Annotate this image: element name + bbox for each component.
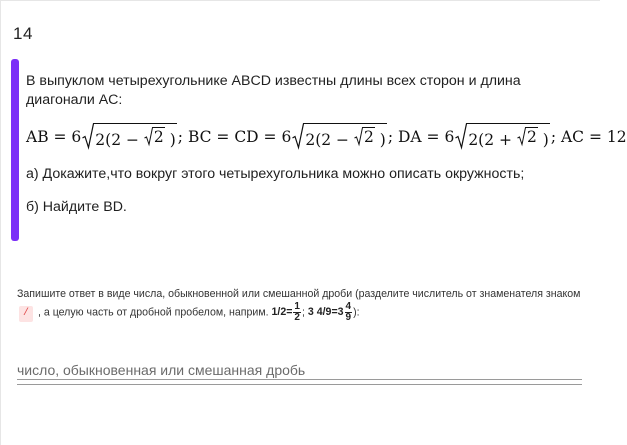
formula-ab-sqrt	[82, 123, 177, 150]
formula-da-radicand: 2(2 +	[468, 131, 512, 149]
accent-bar	[11, 59, 19, 241]
formula-da-inner-value: 2	[526, 128, 537, 146]
formula-da-inner-sqrt	[517, 127, 538, 145]
hint-text-middle: , а целую часть от дробной пробелом, наприм.	[37, 306, 269, 319]
formula-bc-radicand: 2(2 −	[305, 131, 350, 149]
formula-ab-label: AB = 6	[26, 127, 82, 146]
task-condition: В выпуклом четырехугольнике ABCD известны длины всех сторон и длина диагонали AC:	[26, 73, 521, 108]
task-number: 14	[13, 24, 33, 43]
formula-bc-sqrt	[292, 123, 387, 150]
formula-ab-inner-sqrt	[144, 127, 165, 145]
slash-badge: /	[19, 306, 33, 322]
formula-da-close: )	[542, 131, 549, 149]
radical-icon	[517, 127, 526, 145]
radical-icon	[292, 123, 304, 149]
formula-ab-inner-value: 2	[153, 128, 164, 146]
formula-ab-close: )	[169, 131, 176, 149]
task-part-a: а) Докажите,что вокруг этого четырехугольника можно описать окружность;	[26, 166, 525, 182]
example-mixed-fraction	[345, 302, 353, 323]
fraction-denominator: 2	[294, 312, 300, 323]
answer-underline	[17, 379, 582, 380]
radical-icon	[455, 123, 467, 149]
example-half-lhs: 1/2=	[271, 306, 293, 319]
radical-icon	[144, 127, 153, 145]
formula-da-label: ; DA = 6	[387, 127, 455, 146]
hint-text-before: Запишите ответ в виде числа, обыкновенной или смешанной дроби (разделите числитель от знаменателя знаком	[17, 288, 581, 300]
answer-underline-secondary	[17, 384, 582, 385]
formula-ac-label: ; AC = 12	[550, 127, 627, 146]
radical-icon	[82, 123, 94, 149]
example-half	[271, 301, 302, 323]
formula-bc-inner-value: 2	[363, 128, 374, 146]
example-half-fraction	[293, 302, 301, 323]
fraction-numerator: 4	[345, 301, 352, 312]
formula-bc-inner-sqrt	[354, 127, 375, 145]
hint-text-end: ):	[353, 306, 360, 319]
example-mixed	[307, 301, 353, 323]
radical-icon	[354, 127, 363, 145]
task-part-b: б) Найдите BD.	[26, 199, 127, 215]
answer-format-hint	[17, 286, 587, 323]
formula-da-sqrt	[455, 123, 550, 150]
condition-formula	[26, 123, 627, 150]
fraction-numerator: 1	[294, 301, 300, 312]
example-mixed-lhs: 3 4/9=3	[307, 306, 344, 319]
formula-bc-close: )	[379, 131, 386, 149]
formula-ab-radicand: 2(2 −	[95, 131, 139, 149]
hint-separator: ;	[301, 306, 305, 319]
fraction-denominator: 9	[345, 312, 352, 323]
formula-bc-label: ; BC = CD = 6	[177, 127, 292, 146]
